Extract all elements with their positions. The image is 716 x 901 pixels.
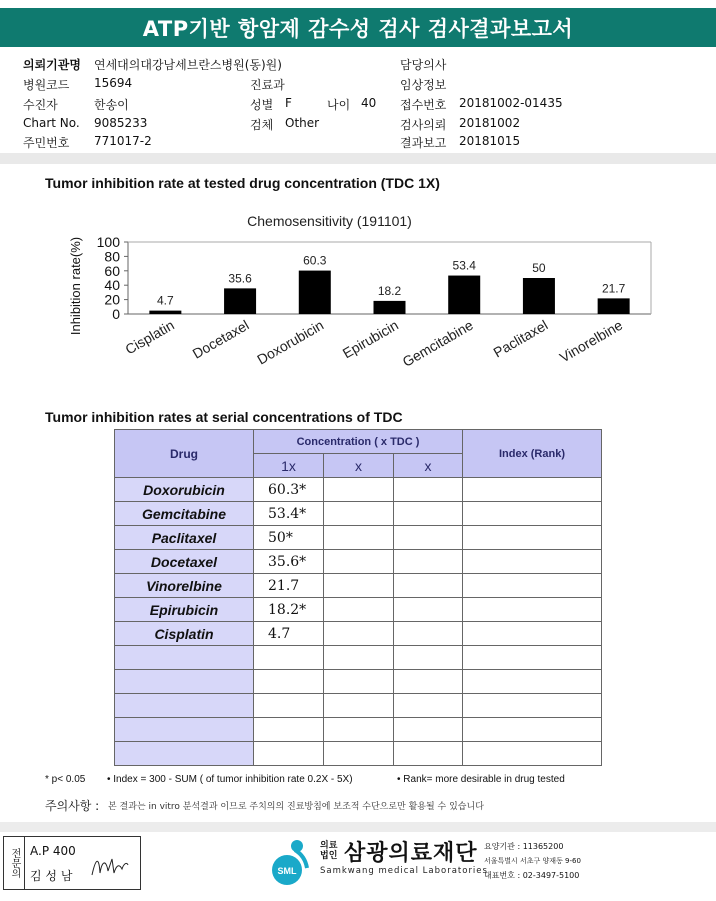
chart-title: Chemosensitivity (191101) bbox=[247, 213, 412, 229]
age-value: 40 bbox=[361, 96, 377, 110]
lab-prefix: 의료 법인 bbox=[320, 841, 338, 861]
concentration-table bbox=[114, 429, 602, 766]
conc-x-value bbox=[324, 526, 394, 550]
empty-table-row bbox=[115, 718, 602, 742]
table-cell bbox=[254, 646, 324, 670]
table-cell bbox=[394, 694, 463, 718]
conc-x-value bbox=[324, 622, 394, 646]
y-tick-label: 80 bbox=[104, 248, 120, 265]
lab-code: 요양기관 : 11365200 bbox=[484, 842, 564, 851]
drug-name-cell bbox=[115, 742, 254, 766]
drug-name-cell: Paclitaxel bbox=[115, 526, 254, 550]
drug-header: Drug bbox=[115, 430, 254, 478]
patient-label: 수진자 bbox=[23, 98, 58, 112]
x-tick-label: Docetaxel bbox=[189, 316, 252, 362]
drug-name-cell bbox=[115, 718, 254, 742]
table-cell bbox=[463, 718, 602, 742]
table-cell bbox=[463, 670, 602, 694]
index-rank-cell bbox=[463, 574, 602, 598]
table-cell bbox=[324, 646, 394, 670]
concentration-header: Concentration ( x TDC ) bbox=[254, 430, 463, 454]
divider-band bbox=[0, 153, 716, 164]
conc-1x-header: 1x bbox=[254, 454, 324, 478]
table-row bbox=[115, 526, 602, 550]
conc-x-value bbox=[324, 550, 394, 574]
index-rank-cell bbox=[463, 598, 602, 622]
index-rank-cell bbox=[463, 478, 602, 502]
table-cell bbox=[254, 670, 324, 694]
lab-phone: 대표번호 : 02-3497-5100 bbox=[484, 871, 580, 880]
lab-logo-text: SML bbox=[277, 866, 297, 876]
drug-name-cell: Gemcitabine bbox=[115, 502, 254, 526]
drug-name-cell: Doxorubicin bbox=[115, 478, 254, 502]
info-row-1 bbox=[23, 56, 81, 73]
patient-value: 한송이 bbox=[94, 98, 129, 112]
table-cell bbox=[463, 646, 602, 670]
bar-gemcitabine bbox=[448, 276, 480, 314]
conc-1x-value: 18.2* bbox=[254, 598, 324, 622]
conc-1x-value: 50* bbox=[254, 526, 324, 550]
signature-scribble bbox=[90, 853, 130, 879]
y-tick-label: 100 bbox=[96, 234, 120, 250]
section2-title: Tumor inhibition rates at serial concentrations of TDC bbox=[45, 409, 403, 425]
bar-value-label: 53.4 bbox=[452, 258, 476, 273]
x-tick-label: Vinorelbine bbox=[556, 316, 626, 366]
index-rank-cell bbox=[463, 622, 602, 646]
table-cell bbox=[324, 742, 394, 766]
caution-label: 주의사항 : bbox=[45, 799, 100, 813]
empty-table-row bbox=[115, 646, 602, 670]
conc-x-value bbox=[394, 574, 463, 598]
receipt-value: 20181002-01435 bbox=[459, 96, 563, 110]
drug-name-cell: Cisplatin bbox=[115, 622, 254, 646]
table-cell bbox=[324, 718, 394, 742]
conc-x-header: x bbox=[324, 454, 394, 478]
specimen-label: 검체 bbox=[250, 118, 274, 132]
doctor-label: 담당의사 bbox=[400, 58, 447, 72]
chart-no-value: 9085233 bbox=[94, 116, 148, 130]
sex-label: 성별 bbox=[250, 98, 274, 112]
table-cell bbox=[463, 694, 602, 718]
bar-value-label: 21.7 bbox=[601, 281, 626, 296]
drug-name-cell bbox=[115, 694, 254, 718]
table-cell bbox=[394, 670, 463, 694]
lab-address: 서울특별시 서초구 양재동 9-60 bbox=[484, 857, 581, 865]
bar-doxorubicin bbox=[299, 271, 331, 314]
conc-x-value bbox=[394, 598, 463, 622]
empty-table-row bbox=[115, 694, 602, 718]
conc-x-value bbox=[394, 622, 463, 646]
x-tick-label: Doxorubicin bbox=[254, 316, 327, 368]
index-rank-cell bbox=[463, 550, 602, 574]
conc-1x-value: 21.7 bbox=[254, 574, 324, 598]
drug-name-cell: Docetaxel bbox=[115, 550, 254, 574]
signature-box bbox=[3, 836, 141, 890]
hospital-code-label: 병원코드 bbox=[23, 78, 70, 92]
conc-1x-value: 35.6* bbox=[254, 550, 324, 574]
y-tick-label: 40 bbox=[104, 277, 120, 294]
signature-name: 김 성 남 bbox=[30, 869, 73, 883]
lab-logo bbox=[269, 838, 317, 886]
conc-1x-value: 53.4* bbox=[254, 502, 324, 526]
y-axis-label: Inhibition rate(%) bbox=[68, 236, 83, 336]
table-cell bbox=[463, 742, 602, 766]
drug-name-cell: Vinorelbine bbox=[115, 574, 254, 598]
section1-title: Tumor inhibition rate at tested drug concentration (TDC 1X) bbox=[45, 175, 440, 191]
caution-text: 본 결과는 in vitro 분석결과 이므로 주치의의 진료방침에 보조적 수단으로만 활용될 수 있습니다 bbox=[108, 802, 484, 812]
lab-name: 삼광의료재단 bbox=[344, 841, 478, 866]
index-rank-cell bbox=[463, 526, 602, 550]
conc-x-value bbox=[324, 574, 394, 598]
chemosensitivity-chart bbox=[55, 200, 665, 400]
footnote-index: • Index = 300 - SUM ( of tumor inhibition rate 0.2X - 5X) bbox=[107, 774, 353, 785]
bar-value-label: 35.6 bbox=[228, 271, 252, 286]
drug-name-cell bbox=[115, 646, 254, 670]
empty-table-row bbox=[115, 670, 602, 694]
footnote-p: * p< 0.05 bbox=[45, 774, 86, 785]
conc-x-value bbox=[324, 478, 394, 502]
dept-label: 진료과 bbox=[250, 78, 285, 92]
age-label: 나이 bbox=[327, 98, 351, 112]
conc-1x-value: 4.7 bbox=[254, 622, 324, 646]
conc-1x-value: 60.3* bbox=[254, 478, 324, 502]
resident-value: 771017-2 bbox=[94, 134, 152, 148]
bar-value-label: 18.2 bbox=[377, 283, 402, 298]
table-cell bbox=[394, 718, 463, 742]
bar-docetaxel bbox=[224, 288, 256, 314]
bar-value-label: 60.3 bbox=[303, 253, 327, 268]
clinical-label: 임상정보 bbox=[400, 78, 447, 92]
conc-x-value bbox=[394, 550, 463, 574]
sex-value: F bbox=[285, 96, 292, 110]
result-label: 결과보고 bbox=[400, 136, 447, 150]
table-cell bbox=[254, 694, 324, 718]
conc-x-value bbox=[324, 502, 394, 526]
request-value: 20181002 bbox=[459, 116, 521, 130]
bar-paclitaxel bbox=[523, 278, 555, 314]
table-row bbox=[115, 478, 602, 502]
table-row bbox=[115, 502, 602, 526]
bar-cisplatin bbox=[149, 311, 181, 314]
x-tick-label: Gemcitabine bbox=[399, 316, 476, 370]
drug-name-cell: Epirubicin bbox=[115, 598, 254, 622]
resident-label: 주민번호 bbox=[23, 136, 70, 150]
table-cell bbox=[324, 670, 394, 694]
index-header: Index (Rank) bbox=[463, 430, 602, 478]
conc-x-value bbox=[324, 598, 394, 622]
signature-id: A.P 400 bbox=[30, 844, 76, 858]
empty-table-row bbox=[115, 742, 602, 766]
specimen-value: Other bbox=[285, 116, 320, 130]
bottom-band bbox=[0, 822, 716, 832]
conc-x-header: x bbox=[394, 454, 463, 478]
conc-x-value bbox=[394, 502, 463, 526]
table-cell bbox=[324, 694, 394, 718]
y-tick-label: 20 bbox=[104, 291, 120, 308]
table-row bbox=[115, 574, 602, 598]
drug-name-cell bbox=[115, 670, 254, 694]
x-tick-label: Paclitaxel bbox=[490, 316, 551, 361]
table-row bbox=[115, 550, 602, 574]
y-tick-label: 0 bbox=[112, 306, 120, 322]
chart-no-label: Chart No. bbox=[23, 116, 80, 130]
table-cell bbox=[254, 718, 324, 742]
index-rank-cell bbox=[463, 502, 602, 526]
footnote-rank: • Rank= more desirable in drug tested bbox=[397, 774, 565, 785]
bar-value-label: 4.7 bbox=[157, 293, 174, 308]
receipt-label: 접수번호 bbox=[400, 98, 447, 112]
x-tick-label: Epirubicin bbox=[339, 316, 401, 362]
institution-value: 연세대의대강남세브란스병원(동)원) bbox=[94, 58, 282, 72]
bar-vinorelbine bbox=[598, 298, 630, 314]
bar-value-label: 50 bbox=[532, 261, 546, 275]
lab-name-en: Samkwang medical Laboratories bbox=[320, 866, 488, 876]
conc-x-value bbox=[394, 478, 463, 502]
table-row bbox=[115, 622, 602, 646]
table-row bbox=[115, 598, 602, 622]
request-label: 검사의뢰 bbox=[400, 118, 447, 132]
hospital-code-value: 15694 bbox=[94, 76, 133, 90]
report-title: ATP기반 항암제 감수성 검사 검사결과보고서 bbox=[0, 8, 716, 47]
institution-label: 의뢰기관명 bbox=[23, 58, 81, 72]
bar-epirubicin bbox=[374, 301, 406, 314]
table-cell bbox=[394, 646, 463, 670]
table-cell bbox=[254, 742, 324, 766]
result-value: 20181015 bbox=[459, 134, 521, 148]
x-tick-label: Cisplatin bbox=[122, 316, 177, 358]
signature-role: 전문의 bbox=[4, 837, 25, 889]
y-tick-label: 60 bbox=[104, 262, 120, 279]
conc-x-value bbox=[394, 526, 463, 550]
table-cell bbox=[394, 742, 463, 766]
